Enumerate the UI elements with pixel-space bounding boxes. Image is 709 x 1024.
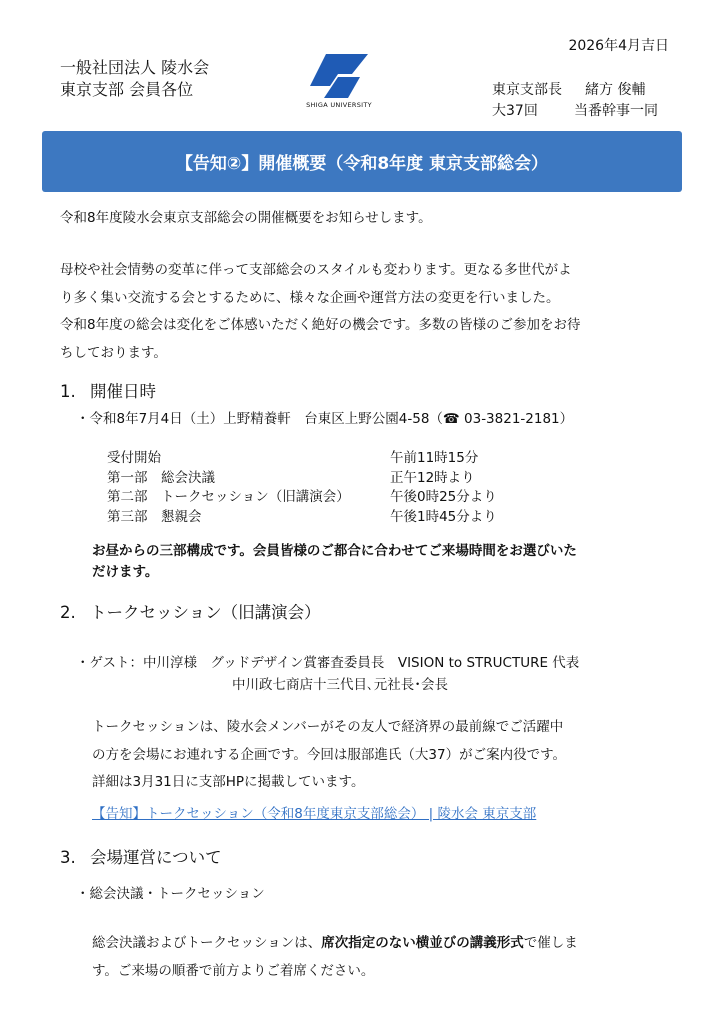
- schedule-row: [107, 508, 497, 528]
- logo-text: SHIGA UNIVERSITY: [306, 101, 372, 109]
- sender-name: 緒方 俊輔: [585, 82, 646, 98]
- intro-para-line: 母校や社会情勢の変革に伴って支部総会のスタイルも変わります。更なる多世代がよ: [60, 262, 572, 278]
- schedule-note: [92, 541, 577, 583]
- seating-emphasis: 席次指定のない横並びの講義形式: [321, 935, 524, 951]
- intro-paragraph: [60, 257, 581, 367]
- seating-paragraph: [92, 929, 578, 985]
- intro-para-line: ちしております。: [60, 344, 167, 361]
- talk-description: [92, 714, 566, 797]
- intro-para-line: 令和8年度の総会は変化をご体感いただく絶好の機会です。多数の皆様のご参加をお待: [60, 317, 581, 333]
- desc-line: の方を会場にお連れする企画です。今回は服部進氏（大37）がご案内役です。: [92, 746, 567, 763]
- schedule-time: 午前11時15分: [390, 450, 479, 466]
- section3-heading: [60, 844, 222, 868]
- recipient-block: [60, 57, 209, 101]
- section-title: 開催日時: [90, 382, 156, 401]
- note-line: お昼からの三部構成です。会員皆様のご都合に合わせてご来場時間をお選びいた: [92, 543, 577, 559]
- sender-class: 大37回: [492, 103, 538, 119]
- section-number: 3.: [60, 848, 76, 867]
- org-name: 一般社団法人 陵水会: [60, 58, 210, 77]
- note-line: だけます。: [92, 564, 159, 580]
- schedule-label: 第三部 懇親会: [107, 508, 202, 525]
- sender-role: 東京支部長: [492, 82, 562, 98]
- talk-session-link[interactable]: 【告知】トークセッション（令和8年度東京支部総会） | 陵水会 東京支部: [92, 806, 537, 822]
- schedule-time: 午後0時25分より: [390, 489, 497, 505]
- schedule-time: 正午12時より: [390, 469, 475, 486]
- schedule-label: 第二部 トークセッション（旧講演会）: [107, 489, 350, 505]
- guest-line: ・ゲスト：中川淳様 グッドデザイン賞審査委員長 VISION to STRUCTURE 代表: [76, 655, 580, 671]
- section2-heading: [60, 599, 321, 623]
- schedule-label: 受付開始: [107, 450, 161, 466]
- venue-subheading: ・総会決議・トークセッション: [76, 886, 265, 902]
- seating-text: で催しま: [523, 935, 578, 951]
- desc-line: トークセッションは、陵水会メンバーがその友人で経済界の最前線でご活躍中: [92, 719, 564, 735]
- shiga-university-logo-icon: [304, 52, 374, 100]
- schedule-time: 午後1時45分より: [390, 508, 497, 525]
- schedule-row: [107, 449, 479, 469]
- title-banner: [42, 131, 682, 192]
- schedule-row: [107, 488, 497, 508]
- section-number: 1.: [60, 382, 76, 401]
- section-title: トークセッション（旧講演会）: [90, 603, 321, 622]
- schedule-table: [107, 449, 497, 527]
- schedule-row: [107, 469, 475, 489]
- intro-para-line: り多く集い交流する会とするために、様々な企画や運営方法の変更を行いました。: [60, 289, 560, 306]
- seating-text: 総会決議およびトークセッションは、: [92, 935, 322, 951]
- section-number: 2.: [60, 603, 76, 622]
- guest-line-2: 中川政七商店十三代目､元社長･会長: [232, 677, 448, 693]
- venue-line: ・令和8年7月4日（土）上野精養軒 台東区上野公園4-58（☎ 03-3821-2181）: [76, 411, 574, 427]
- section-title: 会場運営について: [90, 848, 222, 867]
- section1-heading: [60, 378, 156, 402]
- schedule-label: 第一部 総会決議: [107, 469, 215, 486]
- seating-line: [92, 929, 578, 957]
- seating-line: す。ご来場の順番で前方よりご着席ください。: [92, 963, 375, 979]
- university-logo: [304, 52, 374, 109]
- intro-line: 令和8年度陵水会東京支部総会の開催概要をお知らせします。: [60, 210, 432, 226]
- recipient-line: 東京支部 会員各位: [60, 80, 194, 99]
- issue-date: 2026年4月吉日: [568, 38, 669, 54]
- sender-team: 当番幹事一同: [574, 103, 658, 119]
- banner-title: 【告知②】開催概要（令和8年度 東京支部総会）: [175, 154, 549, 174]
- sender-block: [492, 80, 658, 122]
- desc-line: 詳細は3月31日に支部HPに掲載しています。: [92, 774, 365, 790]
